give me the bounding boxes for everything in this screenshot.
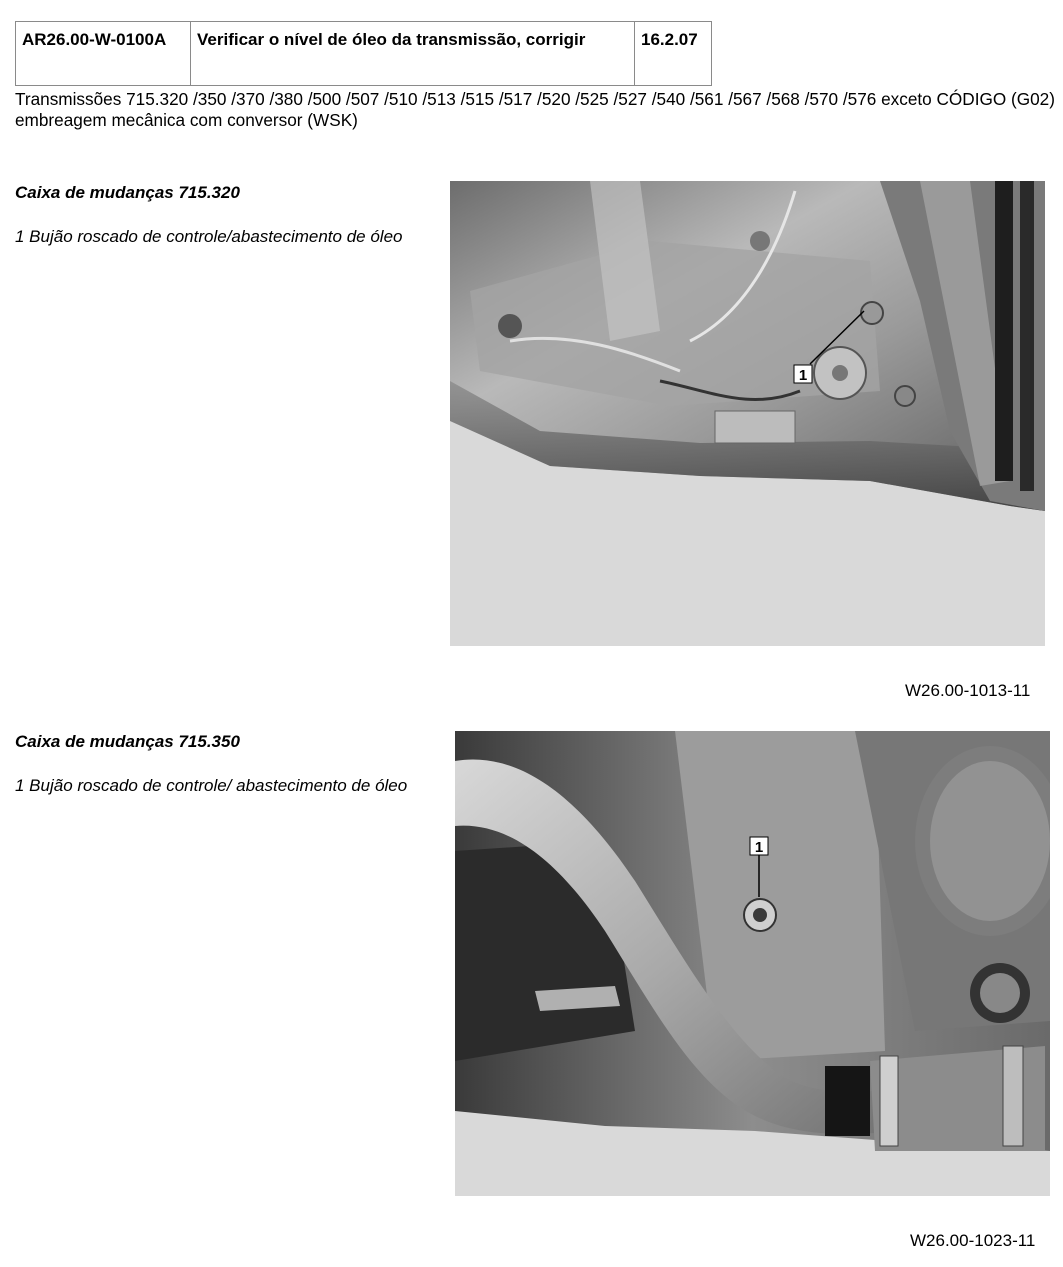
- applicability-text: Transmissões 715.320 /350 /370 /380 /500 /507 /510 /513 /515 /517 /520 /525 /527 /540 /561 /567 /568 /570 /576 exceto CÓDIGO (G02) embreagem mecânica com conversor (WSK): [15, 89, 1055, 130]
- figure-id-2: W26.00-1023-11: [910, 1231, 1036, 1250]
- document-header-table: [15, 21, 712, 86]
- callout-label-1: 1: [798, 367, 808, 384]
- document-date: 16.2.07: [635, 22, 712, 86]
- transmission-photo-715-350: [455, 731, 1050, 1196]
- callout-label-2: 1: [754, 839, 764, 856]
- document-title: Verificar o nível de óleo da transmissão, corrigir: [191, 22, 635, 86]
- transmission-photo-715-320: [450, 181, 1045, 646]
- section-item-715-350: 1 Bujão roscado de controle/ abastecimento de óleo: [15, 776, 408, 795]
- document-code: AR26.00-W-0100A: [16, 22, 191, 86]
- figure-id-1: W26.00-1013-11: [905, 681, 1031, 700]
- section-title-715-320: Caixa de mudanças 715.320: [15, 183, 240, 202]
- section-item-715-320: 1 Bujão roscado de controle/abastecimento de óleo: [15, 227, 403, 246]
- section-title-715-350: Caixa de mudanças 715.350: [15, 732, 240, 751]
